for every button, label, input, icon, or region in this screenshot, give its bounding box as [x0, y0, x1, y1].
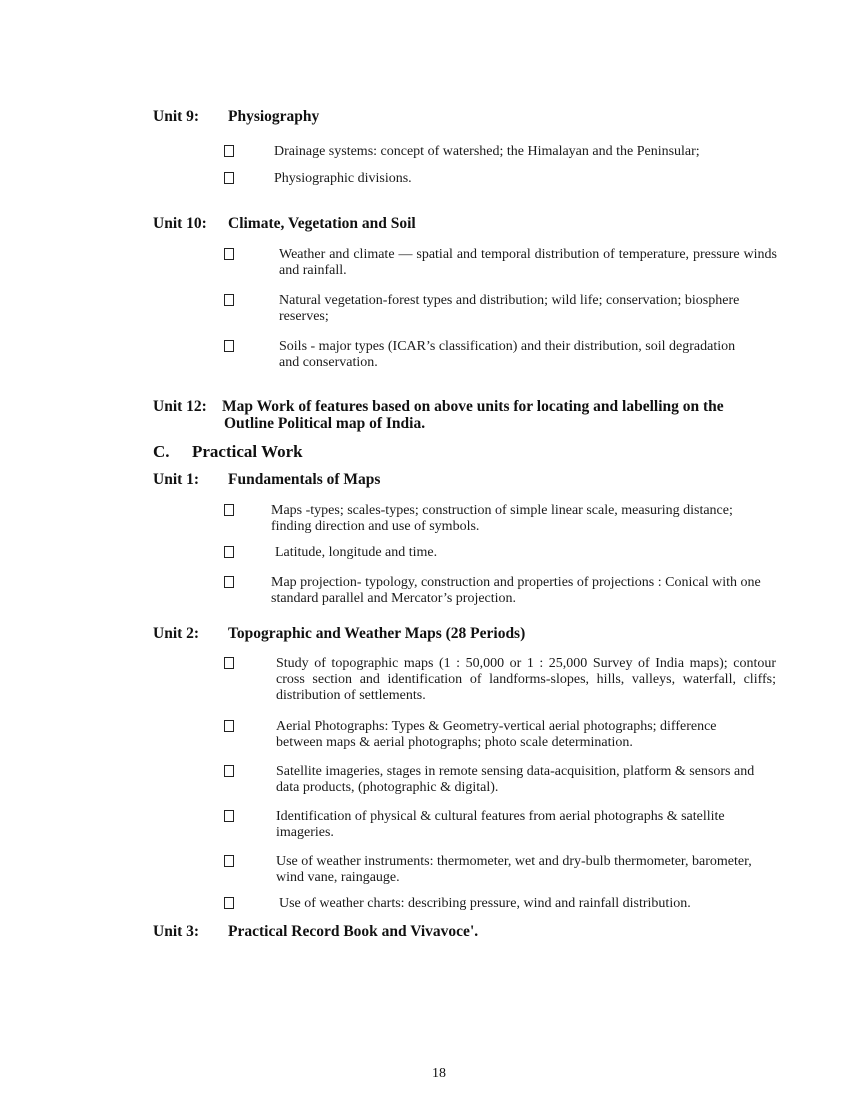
list-item: Identification of physical & cultural features from aerial photographs & satellite imageries.	[276, 809, 725, 840]
unit-number: Unit 9:	[153, 108, 200, 125]
list-item: Use of weather instruments: thermometer, wet and dry-bulb thermometer, barometer, wind vane, raingauge.	[276, 854, 752, 885]
unit-title-line-2: Outline Political map of India.	[224, 415, 426, 432]
unit-3-heading	[153, 923, 753, 943]
bullet-box-icon	[224, 248, 234, 260]
list-item: Map projection- typology, construction and properties of projections : Conical with one standard parallel and Mercator’s projection.	[271, 575, 761, 606]
bullet-box-icon	[224, 172, 234, 184]
unit-12-heading	[153, 398, 793, 438]
bullet-box-icon	[224, 720, 234, 732]
list-item: Weather and climate — spatial and temporal distribution of temperature, pressure winds and rainfall.	[279, 247, 777, 278]
unit-number: Unit 3:	[153, 923, 200, 940]
list-item: Latitude, longitude and time.	[275, 545, 438, 560]
unit-9-heading	[153, 108, 753, 128]
list-item: Physiographic divisions.	[274, 171, 412, 186]
list-item: Aerial Photographs: Types & Geometry-vertical aerial photographs; difference between maps & aerial photographs; photo scale determination.	[276, 719, 717, 750]
bullet-box-icon	[224, 855, 234, 867]
unit-title: Physiography	[228, 108, 320, 125]
bullet-box-icon	[224, 294, 234, 306]
unit-title: Topographic and Weather Maps (28 Periods)	[228, 625, 526, 642]
section-letter: C.	[153, 442, 170, 461]
list-item: Soils - major types (ICAR’s classification) and their distribution, soil degradation and conservation.	[279, 339, 736, 370]
list-item: Drainage systems: concept of watershed; the Himalayan and the Peninsular;	[274, 144, 700, 159]
unit-number: Unit 12:	[153, 398, 207, 415]
unit-title: Practical Record Book and Vivavoce'.	[228, 923, 479, 940]
unit-number: Unit 10:	[153, 215, 207, 232]
unit-title: Fundamentals of Maps	[228, 471, 381, 488]
list-item: Natural vegetation-forest types and distribution; wild life; conservation; biosphere reserves;	[279, 293, 740, 324]
unit-2-heading	[153, 625, 753, 645]
list-item: Use of weather charts: describing pressure, wind and rainfall distribution.	[279, 896, 691, 911]
bullet-box-icon	[224, 765, 234, 777]
bullet-box-icon	[224, 145, 234, 157]
list-item: Maps -types; scales-types; construction of simple linear scale, measuring distance; finding direction and use of symbols.	[271, 503, 733, 534]
page-number: 18	[432, 1066, 446, 1081]
bullet-box-icon	[224, 504, 234, 516]
bullet-box-icon	[224, 576, 234, 588]
bullet-box-icon	[224, 810, 234, 822]
bullet-box-icon	[224, 657, 234, 669]
section-c-heading	[153, 442, 453, 464]
unit-number: Unit 1:	[153, 471, 200, 488]
unit-title-line-1: Map Work of features based on above units for locating and labelling on the	[222, 398, 724, 415]
unit-number: Unit 2:	[153, 625, 200, 642]
bullet-box-icon	[224, 546, 234, 558]
bullet-box-icon	[224, 340, 234, 352]
unit-10-heading	[153, 215, 753, 235]
section-title: Practical Work	[192, 442, 303, 461]
bullet-box-icon	[224, 897, 234, 909]
unit-1-heading	[153, 471, 753, 491]
unit-title: Climate, Vegetation and Soil	[228, 215, 416, 232]
list-item: Satellite imageries, stages in remote sensing data-acquisition, platform & sensors and data products, (photographic & digital).	[276, 764, 755, 795]
list-item: Study of topographic maps (1 : 50,000 or 1 : 25,000 Survey of India maps); contour cross section and identification of landforms-slopes, hills, valleys, waterfall, cliffs; distribution of settlements.	[276, 656, 776, 703]
